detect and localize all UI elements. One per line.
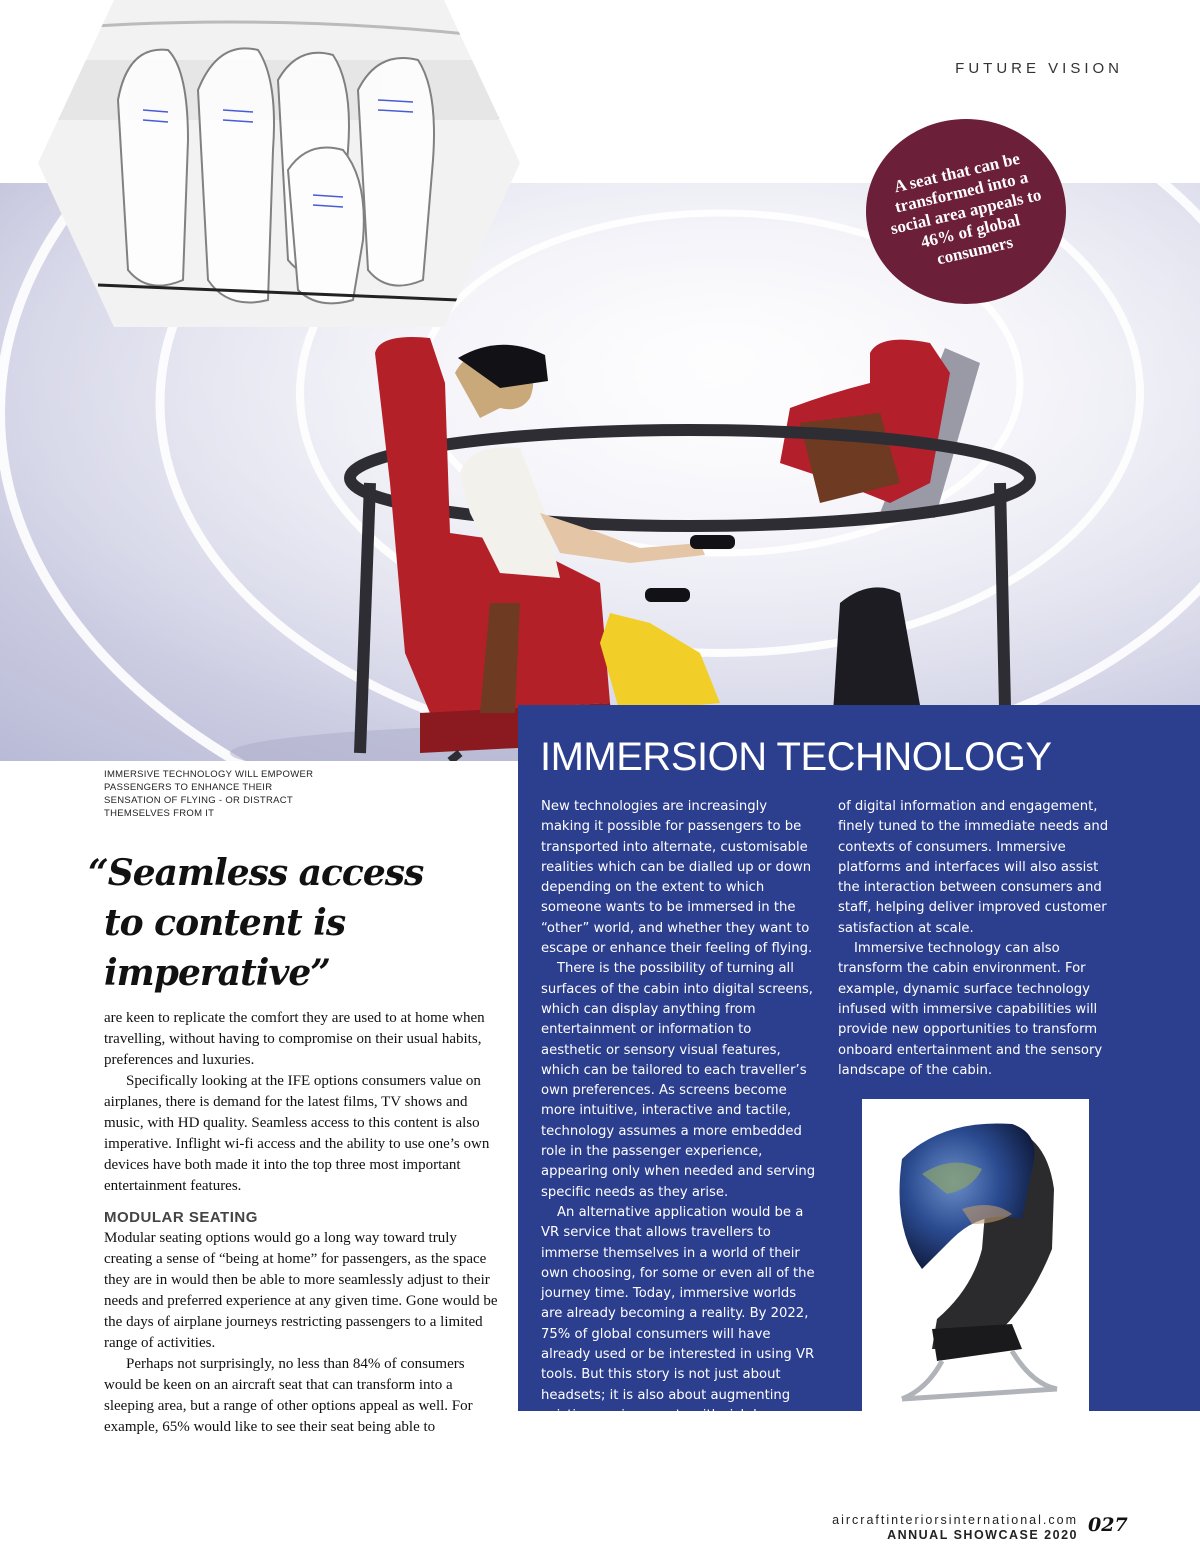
- photo-caption: IMMERSIVE TECHNOLOGY WILL EMPOWER PASSENGERS TO ENHANCE THEIR SENSATION OF FLYING - OR DISTRACT THEMSELVES FROM IT: [104, 769, 314, 819]
- page-footer: [832, 1513, 1078, 1543]
- subheading-modular-seating: MODULAR SEATING: [104, 1209, 258, 1226]
- body-paragraph: Modular seating options would go a long way toward truly creating a sense of “being at home” for passengers, as the space they are in would then be able to more seamlessly adjust to their needs and preferred experience at any given time. Gone would be the days of airplane journeys restricting passengers to a limited range of activities.: [104, 1230, 498, 1351]
- issue-label: ANNUAL SHOWCASE 2020: [887, 1528, 1078, 1542]
- page-number: 027: [1088, 1514, 1128, 1536]
- panel-column-1: [541, 797, 816, 1426]
- immersion-technology-panel: [518, 705, 1200, 1423]
- panel-paragraph: There is the possibility of turning all surfaces of the cabin into digital screens, which can display anything from entertainment or information to aesthetic or sensory visual features, which can be tailored to each traveller’s own preferences. As screens become more intuitive, interactive and tactile, technology assumes a more embedded role in the passenger experience, appearing only when needed and serving specific needs as they arise.: [541, 961, 816, 1200]
- pull-quote-line: imperative”: [104, 952, 330, 994]
- panel-paragraph: An alternative application would be a VR service that allows travellers to immerse themselves in a world of their own choosing, for some or even all of the journey time. Today, immersive worlds are already becoming a reality. By 2022, 75% of global consumers will have already used or be interested in using VR tools. But this story is not just about headsets; it is also about augmenting existing environments with rich layers: [541, 1204, 815, 1423]
- section-label: FUTURE VISION: [955, 60, 1123, 77]
- pull-quote: [88, 848, 428, 998]
- body-paragraph: Specifically looking at the IFE options consumers value on airplanes, there is demand for the latest films, TV shows and music, with HD quality. Seamless access to this content is also imperative. Inflight wi-fi access and the ability to use one’s own devices have both made it into the top three most important entertainment features.: [104, 1073, 490, 1194]
- stat-callout-text: A seat that can be transformed into a social area appeals to 46% of global consumers: [888, 148, 1044, 268]
- panel-paragraph: of digital information and engagement, finely tuned to the immediate needs and contexts of consumers. Immersive platforms and interfaces will also assist the interaction between consumers and staff, helping deliver improved customer satisfaction at scale.: [838, 799, 1109, 936]
- website-url: aircraftinteriorsinternational.com: [832, 1513, 1078, 1527]
- pull-quote-line: to content is: [104, 902, 346, 944]
- panel-paragraph: New technologies are increasingly making it possible for passengers to be transported into alternate, customisable realities which can be dialled up or down depending on the extent to which someone wants to be immersed in the “other” world, and whether they want to escape or enhance their feeling of flying.: [541, 799, 813, 957]
- panel-column-2: [838, 797, 1123, 1081]
- body-paragraph: are keen to replicate the comfort they are used to at home when travelling, without having to compromise on their usual habits, preferences and luxuries.: [104, 1010, 485, 1068]
- seat-sketch-hexagon: [38, 0, 520, 327]
- left-column-body: [104, 1008, 498, 1438]
- pull-quote-line: “Seamless access: [88, 852, 424, 894]
- body-paragraph: Perhaps not surprisingly, no less than 84% of consumers would be keen on an aircraft seat that can transform into a sleeping area, but a range of other options appeal as well. For example, 65% would like to see their seat being able to: [104, 1356, 473, 1435]
- panel-paragraph: Immersive technology can also transform the cabin environment. For example, dynamic surface technology infused with immersive capabilities will provide new opportunities to transform onboard entertainment and the sensory landscape of the cabin.: [838, 941, 1103, 1078]
- immersive-pod-chair-photo: [862, 1099, 1089, 1412]
- panel-title: IMMERSION TECHNOLOGY: [540, 735, 1052, 779]
- stat-callout-circle: [866, 119, 1066, 304]
- pod-chair-illustration: [862, 1099, 1089, 1412]
